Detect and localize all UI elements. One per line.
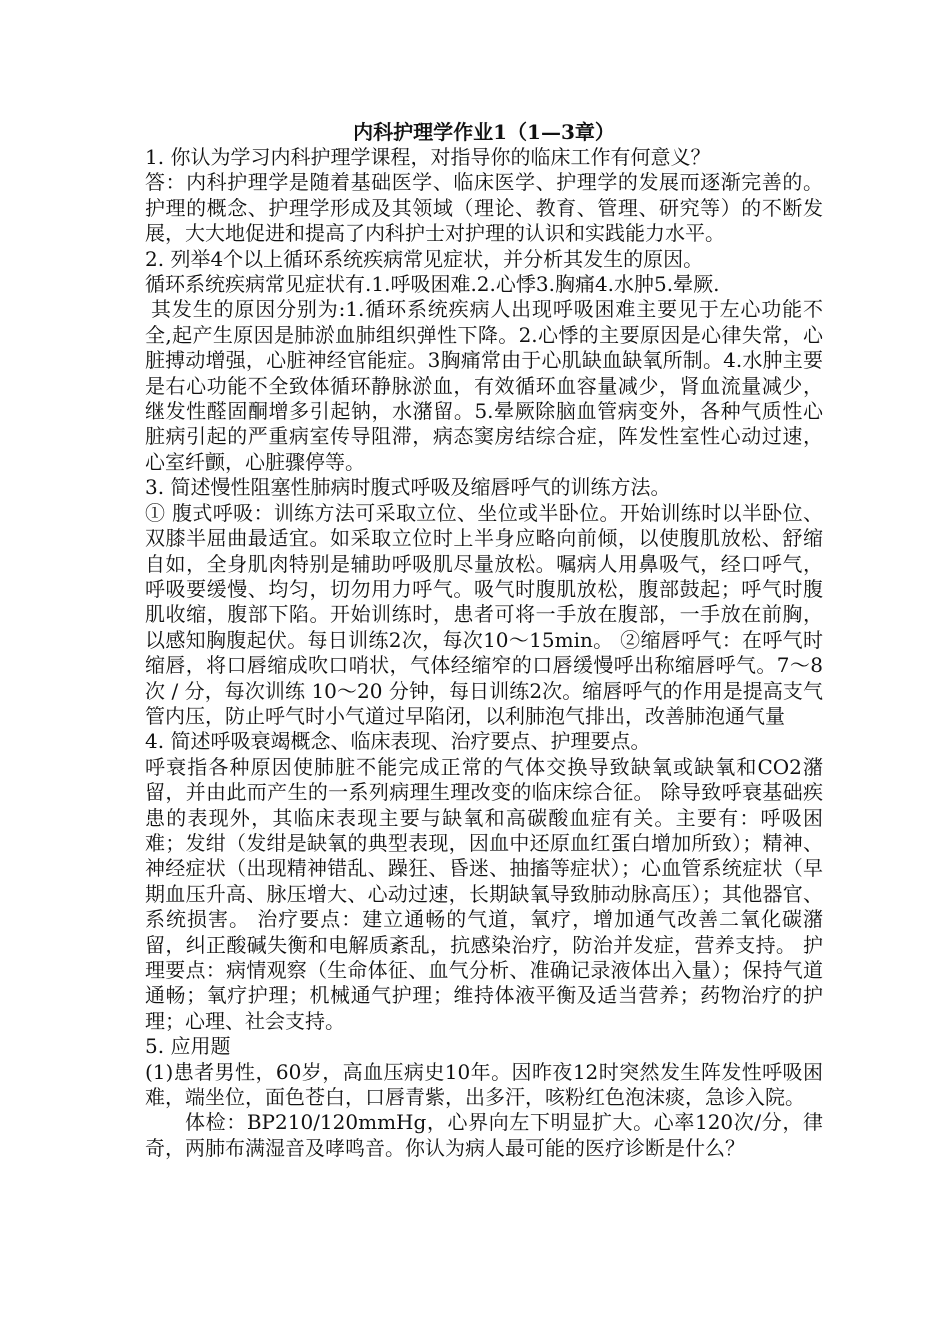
question-3: 3. 简述慢性阻塞性肺病时腹式呼吸及缩唇呼气的训练方法。 bbox=[145, 475, 671, 500]
answer-4: 呼衰指各种原因使肺脏不能完成正常的气体交换导致缺氧或缺氧和CO2潴留，并由此而产生的一系列病理生理改变的临床综合征。 除导致呼衰基础疾患的表现外，其临床表现主要与缺氧和高碳酸血症有关。主要有：呼吸困难；发绀（发绀是缺氧的典型表现，因血中还原血红蛋白增加所致）；精神、神经症状（出现精神错乱、躁狂、昏迷、抽搐等症状）；心血管系统症状（早期血压升高、脉压增大、心动过速，长期缺氧导致肺动脉高压）；其他器官、系统损害。 治疗要点：建立通畅的气道，氧疗，增加通气改善二氧化碳潴留，纠正酸碱失衡和电解质紊乱，抗感染治疗，防治并发症，营养支持。 护理要点：病情观察（生命体征、血气分析、准确记录液体出入量）；保持气道通畅；氧疗护理；机械通气护理；维持体液平衡及适当营养；药物治疗的护理；心理、社会支持。 bbox=[145, 754, 823, 1033]
question-5-heading: 5. 应用题 bbox=[145, 1034, 231, 1059]
answer-2-causes: 其发生的原因分别为:1.循环系统疾病人出现呼吸困难主要见于左心功能不全,起产生原因是肺淤血肺组织弹性下降。2.心悸的主要原因是心律失常，心脏搏动增强，心脏神经官能症。3胸痛常由于心肌缺血缺氧所制。4.水肿主要是右心功能不全致体循环静脉淤血，有效循环血容量减少，肾血流量减少，继发性醛固酮增多引起钠，水潴留。5.晕厥除脑血管病变外，各种气质性心脏病引起的严重病室传导阻滞，病态窦房结综合症，阵发性室性心动过速，心室纤颤，心脏骤停等。 bbox=[145, 297, 823, 474]
case-1-history: (1)患者男性，60岁，高血压病史10年。因昨夜12时突然发生阵发性呼吸困难，端坐位，面色苍白，口唇青紫，出多汗，咳粉红色泡沫痰，急诊入院。 bbox=[145, 1059, 823, 1110]
question-1: 1. 你认为学习内科护理学课程，对指导你的临床工作有何意义？ bbox=[145, 145, 711, 169]
answer-1: 答：内科护理学是随着基础医学、临床医学、护理学的发展而逐渐完善的。护理的概念、护理学形成及其领域（理论、教育、管理、研究等）的不断发展，大大地促进和提高了内科护士对护理的认识和实践能力水平。 bbox=[145, 170, 823, 246]
question-2: 2. 列举4个以上循环系统疾病常见症状，并分析其发生的原因。 bbox=[145, 246, 704, 271]
answer-3: ① 腹式呼吸：训练方法可采取立位、坐位或半卧位。开始训练时以半卧位、双膝半屈曲最适宜。如采取立位时上半身应略向前倾，以使腹肌放松、舒缩自如，全身肌肉特别是辅助呼吸肌尽量放松。嘱病人用鼻吸气，经口呼气，呼吸要缓慢、均匀，切勿用力呼气。吸气时腹肌放松，腹部鼓起；呼气时腹肌收缩，腹部下陷。开始训练时，患者可将一手放在腹部，一手放在前胸，以感知胸腹起伏。每日训练2次，每次10～15min。 ②缩唇呼气：在呼气时缩唇，将口唇缩成吹口哨状，气体经缩窄的口唇缓慢呼出称缩唇呼气。7～8次 / 分，每次训练 10～20 分钟，每日训练2次。缩唇呼气的作用是提高支气管内压，防止呼气时小气道过早陷闭，以利肺泡气排出，改善肺泡通气量 bbox=[145, 500, 823, 728]
document-title: 内科护理学作业1（1—3章） bbox=[353, 120, 615, 144]
document-page bbox=[145, 120, 823, 1161]
question-4: 4. 简述呼吸衰竭概念、临床表现、治疗要点、护理要点。 bbox=[145, 729, 651, 754]
case-1-exam: 体检：BP210/120mmHg，心界向左下明显扩大。心率120次/分，律奇，两肺布满湿音及哮鸣音。你认为病人最可能的医疗诊断是什么？ bbox=[145, 1110, 823, 1160]
answer-2-symptoms: 循环系统疾病常见症状有.1.呼吸困难.2.心悸3.胸痛4.水肿5.晕厥. bbox=[145, 272, 720, 297]
